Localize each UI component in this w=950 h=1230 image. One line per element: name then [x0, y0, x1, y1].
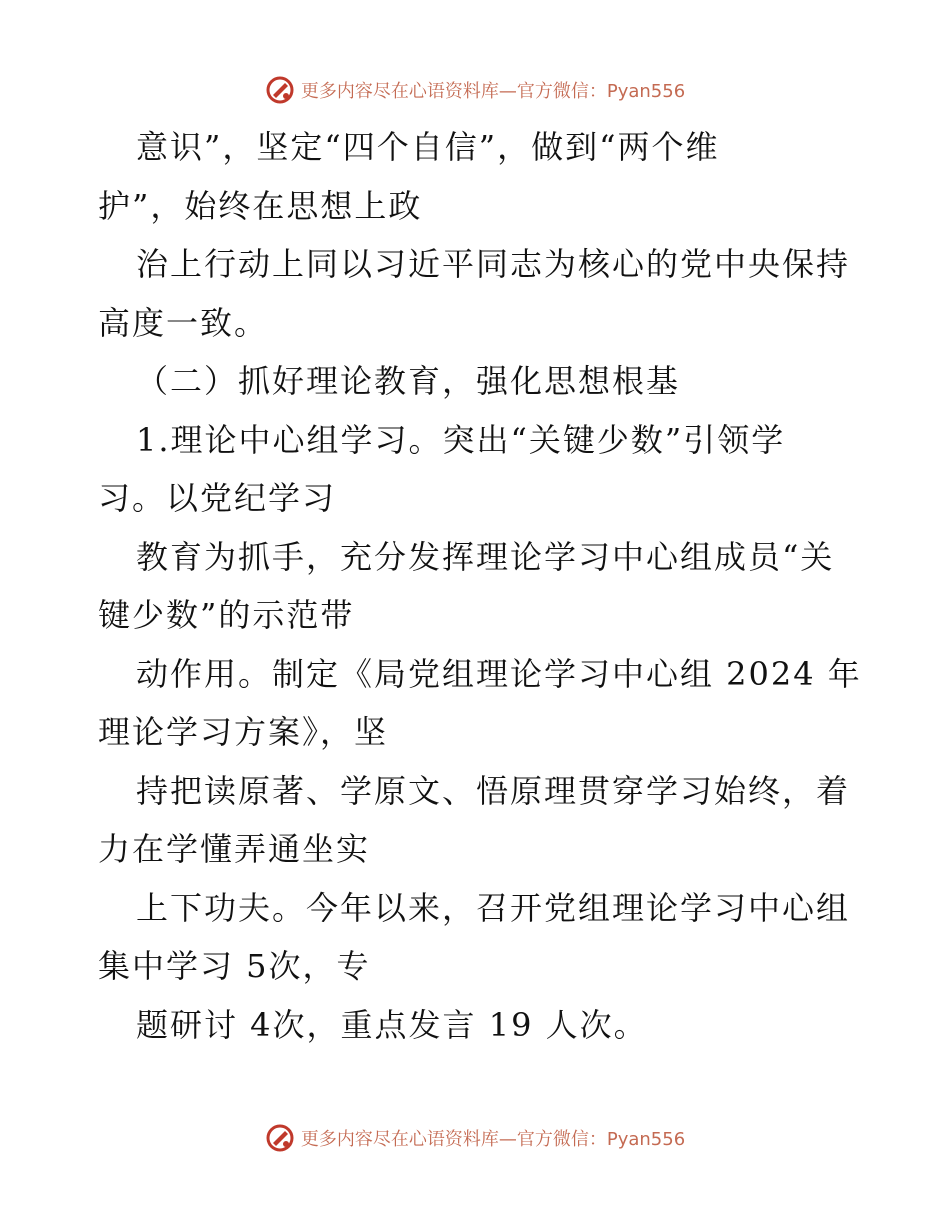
- paragraph-line: 力在学懂弄通坐实: [98, 830, 371, 868]
- paragraph-line: 理论学习方案》，坚: [98, 713, 389, 751]
- paragraph-line: 集中学习 5次，专: [98, 947, 371, 985]
- paragraph-line: 意识”，坚定“四个自信”，做到“两个维: [136, 128, 720, 166]
- red-stamp-logo-icon: [265, 75, 295, 105]
- paragraph-line: 护”，始终在思想上政: [98, 186, 423, 225]
- paragraph-line: 持把读原著、学原文、悟原理贯穿学习始终，着: [136, 771, 851, 810]
- paragraph-line: 习。以党纪学习: [98, 479, 337, 517]
- watermark-text: 更多内容尽在心语资料库—官方微信：Pyan556: [300, 1129, 686, 1150]
- paragraph-line: 教育为抓手，充分发挥理论学习中心组成员“关: [136, 537, 835, 576]
- watermark-text: 更多内容尽在心语资料库—官方微信：Pyan556: [300, 81, 686, 102]
- section-heading: （二）抓好理论教育，强化思想根基: [136, 362, 681, 400]
- paragraph-line: 键少数”的示范带: [98, 596, 355, 634]
- paragraph-line: 治上行动上同以习近平同志为核心的党中央保持: [136, 245, 851, 283]
- paragraph-line: 高度一致。: [98, 303, 269, 342]
- header-watermark: [0, 70, 950, 110]
- paragraph-line: 动作用。制定《局党组理论学习中心组 2024 年: [136, 654, 862, 693]
- footer-watermark: [0, 1118, 950, 1158]
- red-stamp-logo-icon: [265, 1123, 295, 1153]
- document-body: [98, 118, 862, 1054]
- paragraph-line: 题研讨 4次，重点发言 19 人次。: [136, 1005, 648, 1044]
- paragraph-line: 1.理论中心组学习。突出“关键少数”引领学: [136, 420, 786, 459]
- paragraph-line: 上下功夫。今年以来，召开党组理论学习中心组: [136, 888, 851, 927]
